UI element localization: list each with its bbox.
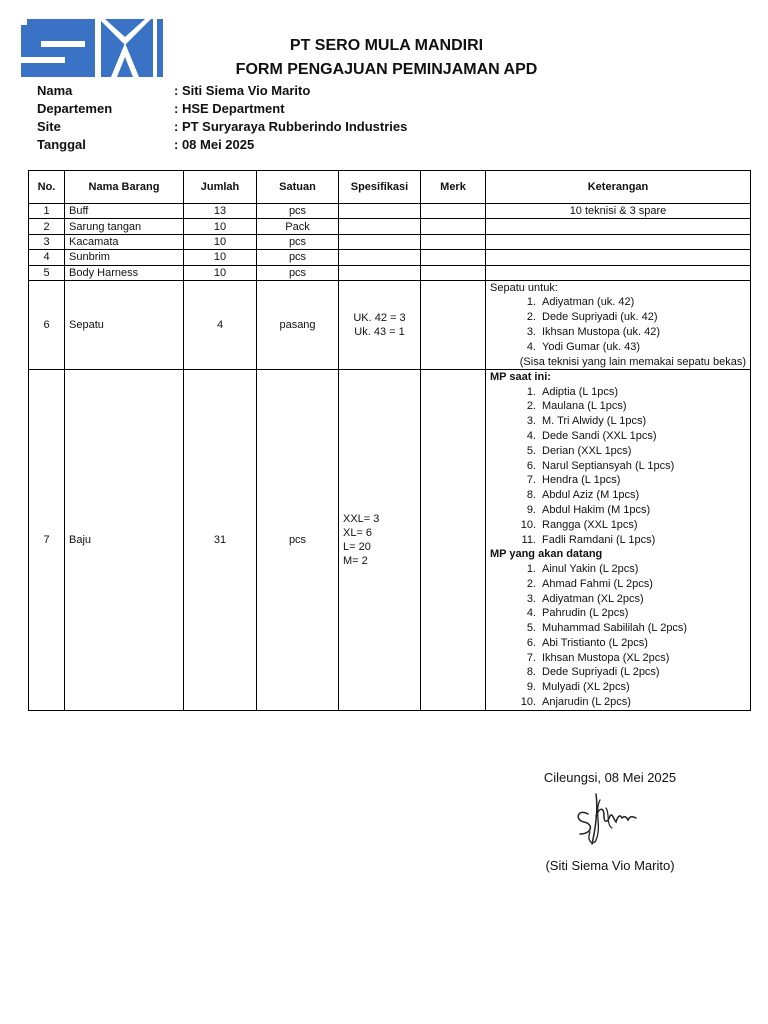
cell-no: 1 (29, 204, 65, 219)
cell-unit: pcs (257, 250, 339, 265)
table-row (29, 234, 751, 249)
note-title: Sepatu untuk: (490, 281, 558, 294)
cell-merk (421, 234, 486, 249)
list-item: 5. Derian (XXL 1pcs) (526, 444, 632, 457)
apd-table (28, 170, 751, 711)
cell-merk (421, 219, 486, 234)
cell-spec (339, 234, 421, 249)
info-value: : HSE Department (174, 101, 285, 116)
note-list (490, 562, 746, 710)
cell-merk (421, 370, 486, 711)
company-logo (21, 19, 163, 77)
table-row (29, 250, 751, 265)
signature-name: (Siti Siema Vio Marito) (545, 858, 675, 873)
note-footer: (Sisa teknisi yang lain memakai sepatu bekas) (519, 355, 746, 368)
table-row (29, 204, 751, 219)
cell-qty: 10 (184, 250, 257, 265)
cell-spec (339, 265, 421, 280)
form-title: FORM PENGAJUAN PEMINJAMAN APD (235, 61, 538, 78)
list-item: 8. Dede Supriyadi (L 2pcs) (526, 666, 660, 679)
cell-item: Buff (65, 204, 184, 219)
header-keterangan: Keterangan (486, 171, 751, 204)
list-item: 7. Hendra (L 1pcs) (526, 474, 621, 487)
list-item: 2. Maulana (L 1pcs) (526, 400, 627, 413)
company-name: PT SERO MULA MANDIRI (289, 37, 484, 54)
signature-place-date: Cileungsi, 08 Mei 2025 (543, 770, 677, 785)
info-label: Tanggal (37, 137, 86, 152)
list-item: 1. Adiyatman (uk. 42) (526, 296, 635, 309)
note-group-title: MP saat ini: (490, 371, 551, 384)
cell-unit: pcs (257, 204, 339, 219)
cell-note (486, 280, 751, 369)
cell-no: 3 (29, 234, 65, 249)
cell-spec (339, 280, 421, 369)
list-item: 6. Abi Tristianto (L 2pcs) (526, 636, 648, 649)
cell-spec (339, 370, 421, 711)
list-item: 3. Ikhsan Mustopa (uk. 42) (526, 326, 661, 339)
table-row (29, 219, 751, 234)
info-value: : 08 Mei 2025 (174, 137, 255, 152)
cell-item: Baju (65, 370, 184, 711)
cell-merk (421, 204, 486, 219)
note-list (490, 295, 746, 354)
info-label: Departemen (37, 101, 113, 116)
cell-note: 10 teknisi & 3 spare (486, 204, 751, 219)
cell-qty: 10 (184, 234, 257, 249)
cell-unit: pcs (257, 265, 339, 280)
cell-item: Sepatu (65, 280, 184, 369)
cell-item: Body Harness (65, 265, 184, 280)
cell-note (486, 265, 751, 280)
cell-unit: pasang (257, 280, 339, 369)
list-item: 10. Rangga (XXL 1pcs) (520, 518, 638, 531)
cell-no: 2 (29, 219, 65, 234)
cell-no: 6 (29, 280, 65, 369)
info-label: Site (37, 119, 61, 134)
spec-line: UK. 42 = 3 (353, 312, 406, 325)
list-item: 4. Yodi Gumar (uk. 43) (526, 340, 641, 353)
cell-merk (421, 265, 486, 280)
table-header-row (29, 171, 751, 204)
info-value: : Siti Siema Vio Marito (174, 83, 311, 98)
cell-note (486, 219, 751, 234)
signature-image (566, 786, 652, 852)
header-merk: Merk (421, 171, 486, 204)
spec-line: L= 20 (343, 541, 371, 554)
cell-spec (339, 250, 421, 265)
header-spesifikasi: Spesifikasi (339, 171, 421, 204)
cell-spec (339, 204, 421, 219)
list-item: 2. Dede Supriyadi (uk. 42) (526, 311, 658, 324)
table-row (29, 265, 751, 280)
header-nama-barang: Nama Barang (65, 171, 184, 204)
cell-qty: 10 (184, 265, 257, 280)
cell-note (486, 250, 751, 265)
note-group-title: MP yang akan datang (490, 548, 603, 561)
info-value: : PT Suryaraya Rubberindo Industries (174, 119, 408, 134)
info-label: Nama (37, 83, 73, 98)
list-item: 11. Fadli Ramdani (L 1pcs) (521, 533, 656, 546)
cell-qty: 31 (184, 370, 257, 711)
list-item: 10. Anjarudin (L 2pcs) (520, 696, 631, 709)
cell-no: 4 (29, 250, 65, 265)
list-item: 9. Mulyadi (XL 2pcs) (526, 681, 630, 694)
cell-no: 5 (29, 265, 65, 280)
header-jumlah: Jumlah (184, 171, 257, 204)
list-item: 3. M. Tri Alwidy (L 1pcs) (526, 415, 647, 428)
cell-item: Kacamata (65, 234, 184, 249)
cell-item: Sarung tangan (65, 219, 184, 234)
spec-line: M= 2 (343, 555, 368, 568)
cell-note (486, 370, 751, 711)
list-item: 7. Ikhsan Mustopa (XL 2pcs) (526, 651, 670, 664)
list-item: 4. Pahrudin (L 2pcs) (526, 607, 629, 620)
list-item: 4. Dede Sandi (XXL 1pcs) (526, 430, 657, 443)
cell-merk (421, 250, 486, 265)
list-item: 3. Adiyatman (XL 2pcs) (526, 592, 644, 605)
cell-qty: 10 (184, 219, 257, 234)
cell-note (486, 234, 751, 249)
list-item: 9. Abdul Hakim (M 1pcs) (526, 504, 651, 517)
cell-qty: 4 (184, 280, 257, 369)
cell-no: 7 (29, 370, 65, 711)
list-item: 5. Muhammad Sabililah (L 2pcs) (526, 622, 688, 635)
list-item: 8. Abdul Aziz (M 1pcs) (526, 489, 640, 502)
list-item: 1. Ainul Yakin (L 2pcs) (526, 562, 639, 575)
spec-line: Uk. 43 = 1 (354, 326, 405, 339)
list-item: 1. Adiptia (L 1pcs) (526, 385, 619, 398)
header-no: No. (29, 171, 65, 204)
note-list (490, 385, 746, 548)
cell-spec (339, 219, 421, 234)
cell-merk (421, 280, 486, 369)
header-satuan: Satuan (257, 171, 339, 204)
table-row (29, 280, 751, 369)
list-item: 6. Narul Septiansyah (L 1pcs) (526, 459, 675, 472)
cell-unit: pcs (257, 234, 339, 249)
cell-item: Sunbrim (65, 250, 184, 265)
table-row (29, 370, 751, 711)
spec-line: XXL= 3 (343, 513, 380, 526)
cell-unit: pcs (257, 370, 339, 711)
spec-line: XL= 6 (343, 527, 373, 540)
list-item: 2. Ahmad Fahmi (L 2pcs) (526, 577, 653, 590)
cell-unit: Pack (257, 219, 339, 234)
cell-qty: 13 (184, 204, 257, 219)
